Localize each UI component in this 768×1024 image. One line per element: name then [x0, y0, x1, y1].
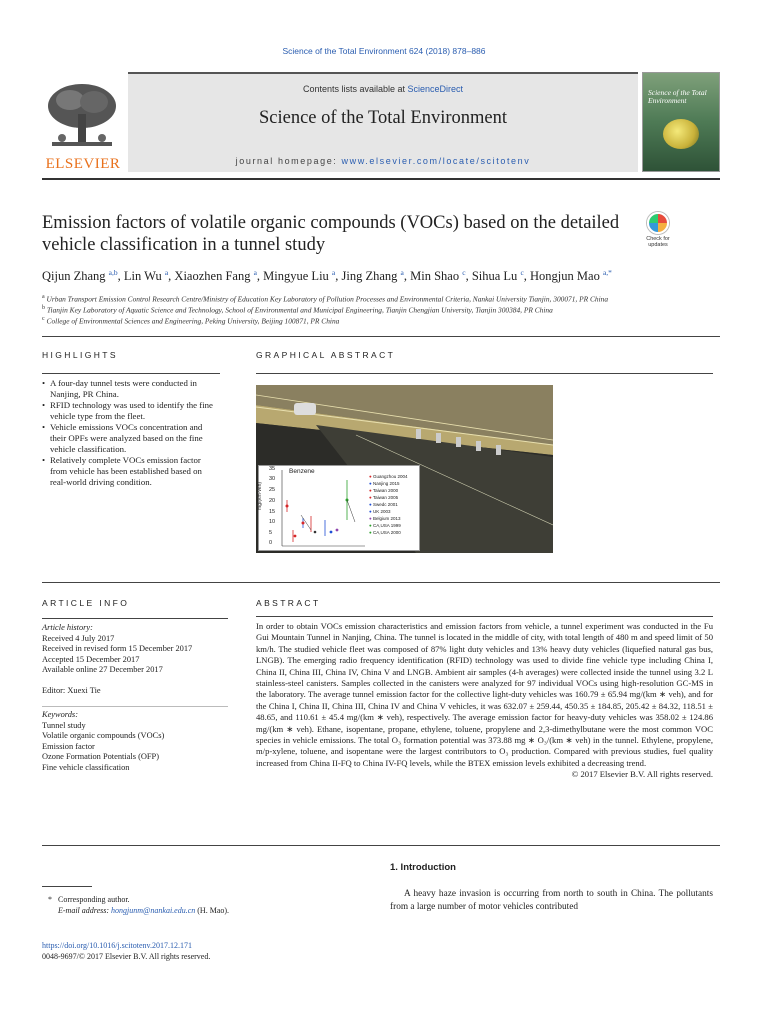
inset-legend-item: ● Swedc 2001	[369, 502, 398, 507]
homepage-prefix: journal homepage:	[235, 156, 342, 166]
graphical-abstract-image	[256, 385, 553, 553]
email-link[interactable]: hongjunm@nankai.edu.cn	[111, 906, 196, 915]
inset-y-tick: 15	[269, 509, 276, 515]
doi-block	[42, 940, 210, 962]
check-for-updates-button[interactable]	[640, 212, 676, 250]
issn-line: 0048-9697/© 2017 Elsevier B.V. All rights reserved.	[42, 952, 211, 961]
journal-reference-link[interactable]: Science of the Total Environment 624 (2018) 878–886	[282, 46, 486, 56]
keyword-item: Volatile organic compounds (VOCs)	[42, 731, 165, 740]
check-updates-label: Check for updates	[646, 236, 670, 248]
author-name[interactable]: Lin Wu	[123, 269, 162, 284]
author-affil-sup[interactable]: a,b	[108, 268, 118, 277]
footnote-block	[42, 894, 342, 916]
sciencedirect-link[interactable]: ScienceDirect	[407, 84, 464, 94]
keyword-item: Tunnel study	[42, 720, 86, 730]
author-affil-sup[interactable]: a,*	[602, 268, 612, 277]
cover-graphic	[663, 119, 699, 149]
editor-line: Editor: Xuexi Tie	[42, 685, 101, 695]
highlight-item: • Relatively complete VOCs emission factor from vehicle has been established based on real-world driving condition.	[42, 455, 220, 488]
journal-banner	[128, 72, 638, 172]
inset-legend-item: ● Nanjing 2015	[369, 481, 400, 486]
homepage-url-link[interactable]: www.elsevier.com/locate/scitotenv	[341, 156, 531, 166]
affiliation-text: College of Environmental Sciences and Engineering, Peking University, Beijing 100871, PR China	[46, 316, 340, 326]
check-updates-icon	[647, 212, 669, 234]
affiliation-text: Tianjin Key Laboratory of Aquatic Science and Technology, School of Environmental and Municipal Engineering, Tianjin Chengjian University, Tianjin 300384, PR China	[46, 305, 553, 315]
highlight-item: • A four-day tunnel tests were conducted in Nanjing, PR China.	[42, 378, 220, 400]
author-affil-sup[interactable]: c	[520, 268, 524, 277]
author-affil-sup[interactable]: a	[400, 268, 404, 277]
keyword-item: Ozone Formation Potentials (OFP)	[42, 752, 160, 761]
author-name[interactable]: Min Shao	[410, 269, 460, 284]
keyword-item: Emission factor	[42, 741, 95, 751]
inset-y-tick: 0	[269, 540, 273, 546]
author-name[interactable]: Qijun Zhang	[42, 269, 106, 284]
highlights-rule	[42, 373, 220, 374]
keyword-item: Fine vehicle classification	[42, 762, 130, 772]
contents-prefix: Contents lists available at	[302, 84, 408, 94]
article-info-heading: ARTICLE INFO	[42, 598, 130, 608]
inset-y-axis-label: mg/(km·veh)	[257, 481, 263, 510]
section-divider	[42, 582, 720, 583]
graphical-abstract-rule	[256, 373, 713, 374]
inset-legend-item: ● CA,USA 2000	[369, 530, 401, 535]
author-name[interactable]: Sihua Lu	[471, 269, 518, 284]
inset-y-tick: 35	[269, 466, 276, 472]
author-name[interactable]: Xiaozhen Fang	[174, 269, 251, 284]
inset-title: Benzene	[289, 468, 315, 475]
affiliation-sup: a	[42, 294, 45, 300]
author-affil-sup[interactable]: a	[164, 268, 169, 277]
inset-legend-item: ● Guangzhou 2004	[369, 474, 408, 479]
benzene-inset-chart	[258, 465, 420, 551]
section-divider	[42, 845, 720, 846]
highlight-item: • Vehicle emissions VOCs concentration and their OPFs were analyzed based on the fine vehicle classification.	[42, 422, 220, 455]
inset-plot-area	[281, 470, 365, 548]
inset-legend-item: ● UK 2003	[369, 509, 391, 514]
article-info-rule	[42, 618, 228, 619]
abstract-heading: ABSTRACT	[256, 598, 321, 608]
history-label: Article history:	[42, 623, 93, 632]
article-title: Emission factors of volatile organic compounds (VOCs) based on the detailed vehicle classification in a tunnel study	[42, 213, 620, 255]
journal-cover-image	[642, 72, 720, 172]
doi-link[interactable]: https://doi.org/10.1016/j.scitotenv.2017.12.171	[42, 941, 192, 950]
history-item: Received 4 July 2017	[42, 633, 115, 643]
author-affil-sup[interactable]: a	[253, 268, 257, 277]
inset-legend-item: ● CA,USA 1999	[369, 523, 401, 528]
journal-masthead	[42, 72, 720, 178]
introduction-heading: 1. Introduction	[390, 862, 456, 873]
section-divider	[42, 336, 720, 337]
graphical-abstract-heading: GRAPHICAL ABSTRACT	[256, 350, 396, 360]
history-item: Received in revised form 15 December 2017	[42, 644, 193, 653]
introduction-text: A heavy haze invasion is occurring from north to south in China. The pollutants from a large number of motor vehicles contributed	[390, 889, 713, 912]
history-item: Accepted 15 December 2017	[42, 654, 140, 664]
inset-y-tick: 5	[269, 530, 273, 536]
inset-legend-item: ● Belgium 2013	[369, 516, 401, 521]
inset-legend-item: ● Taiwan 2000	[369, 488, 399, 493]
author-affil-sup[interactable]: c	[462, 268, 466, 277]
inset-y-tick: 20	[269, 498, 276, 504]
masthead-divider	[42, 178, 720, 180]
footnote-rule	[42, 886, 92, 887]
corresponding-author-note: Corresponding author.	[58, 895, 130, 904]
abstract-text: In order to obtain VOCs emission characteristics and emission factors from vehicle, a tunnel experiment was conducted in the Fu Gui Mountain Tunnel in Nanjing, China. The tunnel is located in the middle of city, with total length of 480 m and speed limit of 50 km/h. The studied vehicle fleet was composed of 87% light duty vehicles and 13% heavy duty vehicles (liquefied natural gas bus, LNGB). The emerging radio frequency identification (RFID) technology was used to divide fine vehicle type including China I, China II, China III, China IV, China V and LNGB. Ambient air samples (4-h averages) were collected inside the tunnel using 3.2 L stainless-steel canisters. Samples collected in the canisters were analyzed for 97 individual VOCs using high-resolution GC-MS in the laboratory. The average tunnel emission factor for the collective light-duty vehicles was 160.79 ± 65.94 mg/(km ∗ veh), and for the China I, China II, China III, China IV and China V vehicles, it was 632.07 ± 259.44, 450.35 ± 184.85, 205.42 ± 84.32, 118.51 ± 48.65, and 110.61 ± 45.4 mg/(km ∗ veh), respectively. The average emission factor for heavy-duty vehicles was 358.02 ± 124.86 mg/(km ∗ veh). Ethane, isopentane, propane, ethylene, toluene, propylene and 2,3-dimethylbutane were the most common VOC species in vehicle emissions. The total O₃ formation potential was 373.88 mg ∗ O₃/(km ∗ veh) in the tunnel. Ethylene, propylene, m/p-xylene, toluene, and isopentane were the largest contributors to O₃ production. Compared with previous studies, fuel quality increased from China II-FQ to China IV-FQ levels, while the BTEX emission levels exhibited a decreasing trend.	[256, 621, 713, 768]
author-name[interactable]: Hongjun Mao	[530, 269, 600, 284]
journal-homepage-line	[128, 156, 638, 166]
history-item: Available online 27 December 2017	[42, 665, 163, 674]
affiliation	[42, 314, 732, 326]
elsevier-tree-icon	[42, 80, 122, 152]
inset-legend-item: ● Taiwan 2005	[369, 495, 399, 500]
abstract-copyright: © 2017 Elsevier B.V. All rights reserved.	[571, 769, 713, 780]
author-affil-sup[interactable]: a	[331, 268, 336, 277]
article-info-block	[42, 623, 228, 773]
abstract-rule	[256, 616, 713, 617]
author-list: Qijun Zhang $^{a,b}$, Lin Wu $^a$, Xiaozhen Fang $^a$, Mingyue Liu $^a$, Jing Zhang $^a$, Min Shao $^c$, Sihua Lu $^c$, Hongjun Mao $^{a,*}$	[42, 268, 612, 284]
elsevier-wordmark: ELSEVIER	[45, 156, 121, 172]
inset-y-tick: 30	[269, 476, 276, 482]
abstract-block	[256, 621, 713, 781]
highlight-item: • RFID technology was used to identify the fine vehicle type from the fleet.	[42, 400, 220, 422]
author-name[interactable]: Jing Zhang	[341, 269, 398, 284]
affiliation-text: Urban Transport Emission Control Research Centre/Ministry of Education Key Laboratory of Pollution Processes and Environmental Criteria, Nankai University Tianjin, 300071, PR China	[46, 294, 609, 304]
email-suffix: (H. Mao).	[195, 906, 230, 915]
footnote-star: *	[48, 895, 52, 904]
author-name[interactable]: Mingyue Liu	[263, 269, 329, 284]
email-label: E-mail address:	[58, 906, 112, 915]
inset-y-tick: 25	[269, 487, 276, 493]
highlights-heading: HIGHLIGHTS	[42, 350, 118, 360]
contents-line	[128, 84, 638, 94]
affiliation-sup: c	[42, 316, 45, 322]
inset-y-tick: 10	[269, 519, 276, 525]
cover-title: Science of the Total Environment	[648, 88, 707, 105]
journal-title: Science of the Total Environment	[258, 108, 508, 128]
highlights-box	[42, 378, 220, 488]
elsevier-logo	[42, 80, 124, 172]
keywords-section	[42, 706, 228, 773]
keywords-label: Keywords:	[42, 710, 78, 719]
affiliation-sup: b	[42, 305, 45, 311]
